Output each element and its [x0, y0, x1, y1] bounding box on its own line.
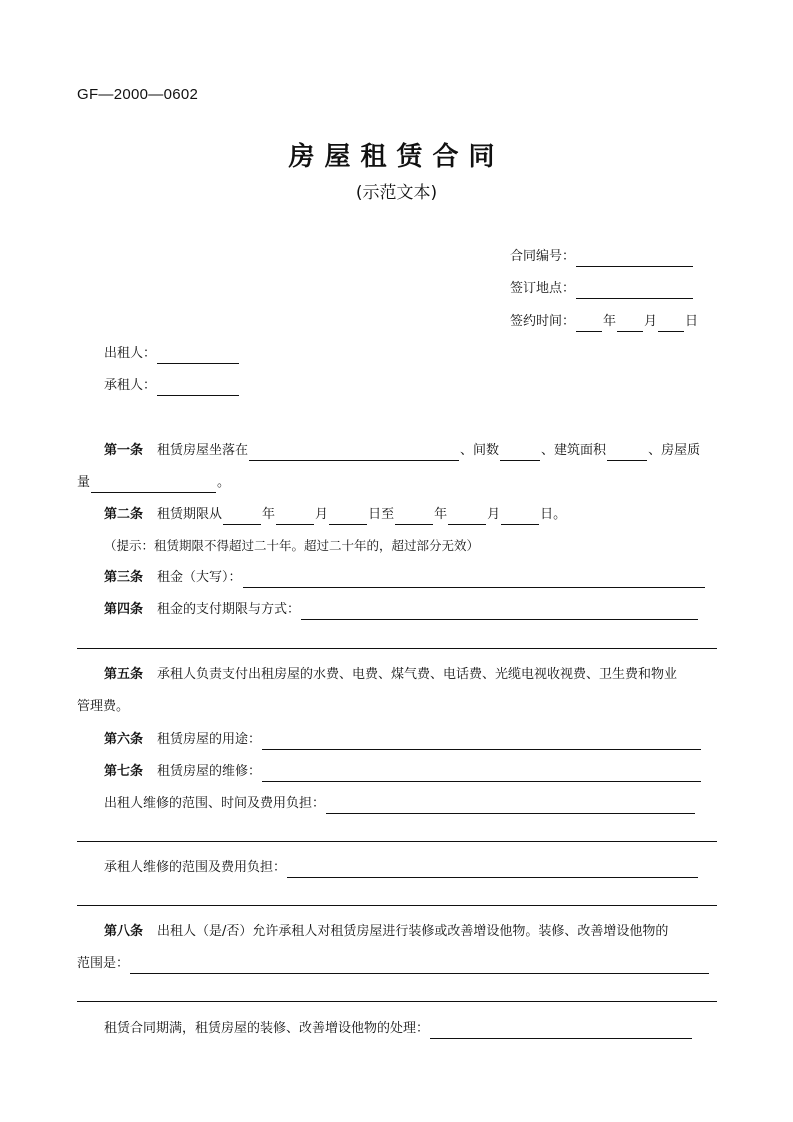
- article-8-label: 第八条: [104, 924, 144, 939]
- start-day-field[interactable]: [329, 508, 367, 525]
- payment-terms-field[interactable]: [301, 603, 698, 620]
- article-2-label: 第二条: [104, 507, 144, 522]
- article-2-note: [104, 536, 479, 556]
- article-1-text-quality: 、房屋质: [648, 443, 701, 458]
- quality-field[interactable]: [91, 476, 216, 493]
- end-year-unit: 年: [434, 507, 448, 522]
- contract-no-field[interactable]: [576, 250, 693, 267]
- lessee-row: [104, 376, 240, 396]
- article-8-text-1: 出租人（是/否）允许承租人对租赁房屋进行装修或改善增设他物。装修、改善增设他物的: [157, 924, 669, 939]
- sign-day-unit: 日: [685, 314, 699, 329]
- lessee-repair-field[interactable]: [287, 861, 698, 878]
- article-7-text: 租赁房屋的维修：: [157, 764, 262, 779]
- article-6-line: [104, 730, 702, 750]
- article-6-text: 租赁房屋的用途：: [157, 732, 262, 747]
- article-8-line-1: [104, 922, 668, 942]
- lessor-repair-field[interactable]: [326, 797, 695, 814]
- lessee-repair-continuation-line[interactable]: [77, 905, 717, 906]
- article-5-line-1: [104, 665, 677, 685]
- sign-time-label: 签约时间：: [510, 314, 576, 329]
- contract-no-label: 合同编号：: [510, 249, 576, 264]
- article-8-text-2: 范围是：: [77, 956, 130, 971]
- lessee-field[interactable]: [157, 379, 239, 396]
- renovation-disposal-field[interactable]: [430, 1022, 692, 1039]
- sign-place-label: 签订地点：: [510, 281, 576, 296]
- end-day-unit: 日。: [540, 507, 567, 522]
- article-8-line-2: [77, 954, 710, 974]
- end-month-field[interactable]: [448, 508, 486, 525]
- payment-terms-continuation-line[interactable]: [77, 648, 717, 649]
- article-5-text-1: 承租人负责支付出租房屋的水费、电费、煤气费、电话费、光缆电视收视费、卫生费和物业: [157, 667, 678, 682]
- end-day-field[interactable]: [501, 508, 539, 525]
- article-4-line: [104, 600, 699, 620]
- lessor-repair-text: 出租人维修的范围、时间及费用负担：: [104, 796, 326, 811]
- lessor-label: 出租人：: [104, 346, 157, 361]
- start-year-field[interactable]: [223, 508, 261, 525]
- article-3-label: 第三条: [104, 570, 144, 585]
- renovation-scope-field[interactable]: [130, 957, 709, 974]
- article-3-text: 租金（大写）：: [157, 570, 242, 585]
- article-1-period: 。: [217, 475, 231, 490]
- article-1-label: 第一条: [104, 443, 144, 458]
- rent-amount-field[interactable]: [243, 571, 705, 588]
- end-year-field[interactable]: [395, 508, 433, 525]
- sign-day-field[interactable]: [658, 315, 684, 332]
- article-1-text-quality-end: 量: [77, 475, 91, 490]
- article-1-line-2: [77, 473, 230, 493]
- repair-field[interactable]: [262, 765, 701, 782]
- article-2-note-text: （提示：租赁期限不得超过二十年。超过二十年的，超过部分无效）: [104, 538, 480, 553]
- article-1-line-1: [104, 441, 700, 461]
- article-7-label: 第七条: [104, 764, 144, 779]
- lessor-repair-continuation-line[interactable]: [77, 841, 717, 842]
- article-6-label: 第六条: [104, 732, 144, 747]
- article-3-line: [104, 568, 706, 588]
- start-month-unit: 月: [315, 507, 329, 522]
- lessor-repair-line: [104, 794, 696, 814]
- article-4-label: 第四条: [104, 602, 144, 617]
- sign-place-row: [510, 279, 694, 299]
- article-7-line: [104, 762, 702, 782]
- location-field[interactable]: [249, 444, 459, 461]
- lessee-repair-line: [104, 858, 699, 878]
- contract-no-row: [510, 247, 694, 267]
- article-5-line-2: [77, 697, 129, 717]
- sign-time-row: [510, 312, 698, 332]
- sign-year-field[interactable]: [576, 315, 602, 332]
- lessee-repair-text: 承租人维修的范围及费用负担：: [104, 860, 287, 875]
- article-5-text-2: 管理费。: [77, 699, 130, 714]
- article-1-text-location: 租赁房屋坐落在: [157, 443, 249, 458]
- document-title: 房屋租赁合同: [288, 142, 505, 172]
- sign-year-unit: 年: [603, 314, 617, 329]
- end-month-unit: 月: [487, 507, 501, 522]
- sign-place-field[interactable]: [576, 282, 693, 299]
- start-month-field[interactable]: [276, 508, 314, 525]
- article-2-text-term: 租赁期限从: [157, 507, 223, 522]
- article-8-line-3: [104, 1019, 693, 1039]
- article-2-line-1: [104, 505, 566, 525]
- article-1-text-area: 、建筑面积: [541, 443, 607, 458]
- start-year-unit: 年: [262, 507, 276, 522]
- article-5-label: 第五条: [104, 667, 144, 682]
- area-field[interactable]: [607, 444, 647, 461]
- sign-month-unit: 月: [644, 314, 658, 329]
- article-1-text-rooms: 、间数: [460, 443, 500, 458]
- renovation-scope-continuation-line[interactable]: [77, 1001, 717, 1002]
- start-day-unit: 日至: [368, 507, 395, 522]
- article-4-text: 租金的支付期限与方式：: [157, 602, 301, 617]
- lessee-label: 承租人：: [104, 378, 157, 393]
- document-code: GF—2000—0602: [77, 86, 199, 103]
- sign-month-field[interactable]: [617, 315, 643, 332]
- lessor-row: [104, 344, 240, 364]
- document-subtitle: (示范文本): [355, 183, 438, 203]
- rooms-field[interactable]: [500, 444, 540, 461]
- lessor-field[interactable]: [157, 347, 239, 364]
- article-8-text-3: 租赁合同期满，租赁房屋的装修、改善增设他物的处理：: [104, 1021, 430, 1036]
- usage-field[interactable]: [262, 733, 701, 750]
